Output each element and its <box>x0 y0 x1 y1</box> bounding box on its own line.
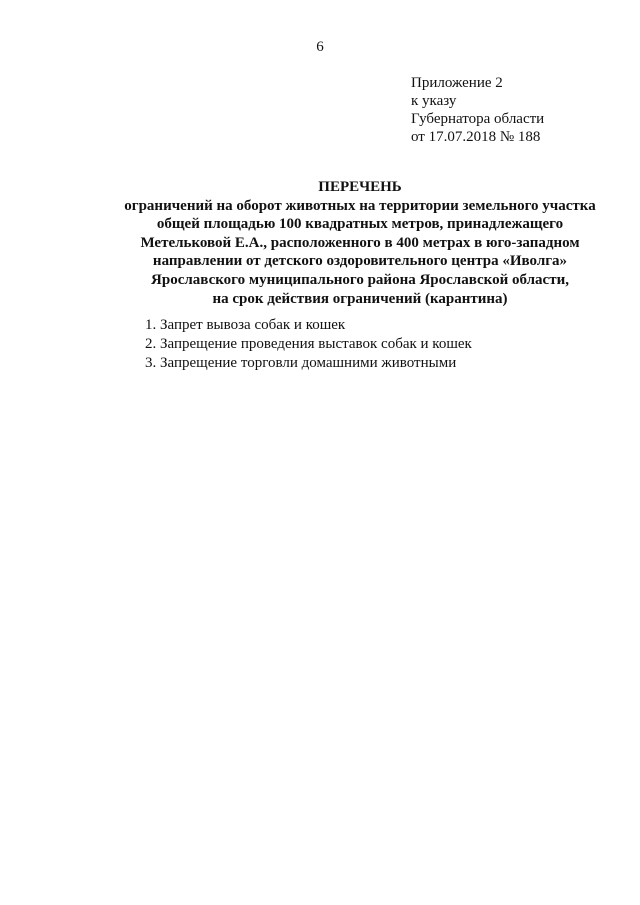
appendix-line: от 17.07.2018 № 188 <box>411 129 541 145</box>
appendix-line: Приложение 2 <box>411 75 503 91</box>
page-number: 6 <box>316 39 324 55</box>
document-heading <box>80 178 640 308</box>
subtitle-line: Ярославского муниципального района Ярославской области, <box>151 271 569 288</box>
restriction-item: 1. Запрет вывоза собак и кошек <box>145 317 346 333</box>
subtitle-line: общей площадью 100 квадратных метров, принадлежащего <box>156 216 564 233</box>
subtitle-line: ограничений на оборот животных на территории земельного участка <box>124 197 596 214</box>
appendix-reference <box>411 74 544 146</box>
appendix-line: к указу <box>411 93 457 109</box>
subtitle-line: Метельковой Е.А., расположенного в 400 метрах в юго-западном <box>140 234 580 251</box>
restriction-item: 3. Запрещение торговли домашними животными <box>145 355 457 371</box>
restrictions-list <box>145 316 472 373</box>
subtitle-line: на срок действия ограничений (карантина) <box>212 290 508 307</box>
subtitle-line: направлении от детского оздоровительного центра «Иволга» <box>152 253 568 270</box>
document-title: ПЕРЕЧЕНЬ <box>318 179 402 195</box>
restriction-item: 2. Запрещение проведения выставок собак и кошек <box>145 336 472 352</box>
appendix-line: Губернатора области <box>411 111 545 127</box>
